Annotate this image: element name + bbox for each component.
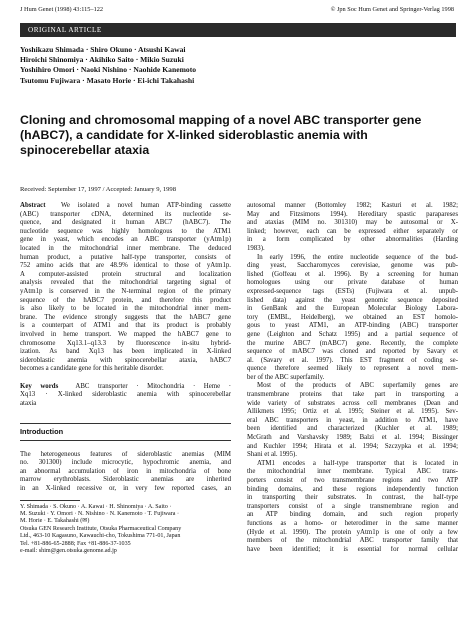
abstract-line: gene in yeast, which encodes an ABC transporter (yAtm1p) xyxy=(20,236,231,244)
body-line: lished data) against the yeast genomic sequence deposited xyxy=(247,296,458,304)
body-line: expressed-sequence tags (ESTs) (Fujiwara et al. unpub- xyxy=(247,287,458,295)
body-line: (Hyde et al. 1990). The protein yAtm1p is one of only a few xyxy=(247,528,458,536)
author-line: Hiroichi Shinomiya · Akihiko Saito · Mikio Suzuki xyxy=(20,55,184,65)
body-line: eral ABC transporters in yeast, in addition to ATM1, have xyxy=(247,416,458,424)
intro-line: no. 301300) include microcytic, hypochromic anemia, and xyxy=(20,459,231,467)
body-line: transmembrane proteins that take part in transporting a xyxy=(247,391,458,399)
title-line: (hABC7), a candidate for X-linked sideroblastic anemia with xyxy=(20,128,368,142)
body-line: homologues using our private database of human xyxy=(247,279,458,287)
body-line: gene (Leighton and Schatz 1995) and a partial sequence of xyxy=(247,330,458,338)
author-line: Tsutomu Fujiwara · Masato Horie · Ei-ichi Takahashi xyxy=(20,75,195,85)
abstract-line: brane. The evidence strongly suggests that the hABC7 gene xyxy=(20,313,231,321)
body-line: tory (EMBL, Heidelberg), we obtained an EST homolo- xyxy=(247,313,458,321)
keywords xyxy=(20,383,231,409)
intro-line: The heterogeneous features of sideroblastic anemias (MIM xyxy=(20,450,231,458)
abstract-line: (ABC) transporter cDNA, determined its nucleotide se- xyxy=(20,210,231,218)
keywords-line: ABC transporter · Mitochondria · Heme · xyxy=(75,382,231,390)
keywords-line: Xq13 · X-linked sideroblastic anemia with spinocerebellar xyxy=(20,391,231,399)
copyright-notice: © Jpn Soc Hum Genet and Springer-Verlag 1998 xyxy=(330,6,454,13)
abstract-line: becomes a candidate gene for this heritable disorder. xyxy=(20,365,164,373)
abstract-line: sideroblastic anemia with spinocerebellar ataxia, hABC7 xyxy=(20,356,231,364)
journal-citation: J Hum Genet (1998) 43:115–122 xyxy=(20,6,104,13)
section-heading-introduction: Introduction xyxy=(20,423,231,441)
body-line: transporters consist of a single transmembrane region and xyxy=(247,502,458,510)
article-title xyxy=(20,113,460,158)
abstract-line: quence, and designated it human ABC7 (hABC7). The xyxy=(20,219,231,227)
author-line: Yoshikazu Shimada · Shiro Okuno · Atsushi Kawai xyxy=(20,45,186,54)
right-column xyxy=(247,202,458,554)
keywords-line: ataxia xyxy=(20,400,37,408)
body-line: autosomal manner (Bottomley 1982; Kasturi et al. 1982; xyxy=(247,202,458,209)
body-line: functions as a homo- or heterodimer in the same manner xyxy=(247,519,458,527)
body-line: the mitochondrial inner membrane. Typical ABC trans- xyxy=(247,468,458,476)
title-line: Cloning and chromosomal mapping of a novel ABC transporter gene xyxy=(20,113,422,127)
intro-line: marrow erythroblasts. Sideroblastic anemias are inherited xyxy=(20,476,231,484)
received-dates: Received: September 17, 1997 / Accepted: January 9, 1998 xyxy=(20,186,177,193)
intro-line: an abnormal accumulation of iron in mitochondria of bone xyxy=(20,467,231,475)
left-column xyxy=(20,202,231,555)
affiliation-line: Otsuka GEN Research Institute, Otsuka Pharmaceutical Company xyxy=(20,525,182,532)
affiliation-line: M. Suzuki · Y. Omori · N. Nishino · N. Kanemoto · T. Fujiwara · xyxy=(20,511,180,518)
author-list xyxy=(20,45,440,86)
abstract-line: chromosome Xq13.1–q13.3 by fluorescence in-situ hybrid- xyxy=(20,339,231,347)
body-line: have been identified; it is essential for normal cellular xyxy=(247,545,458,553)
body-line: sequence of mABC7 was cloned and reported by Savary et xyxy=(247,348,458,356)
affiliation-line: Ltd., 463-10 Kagasuno, Kawauchi-cho, Tokushima 771-01, Japan xyxy=(20,533,181,540)
body-line: wide variety of substrates across cell membranes (Dean and xyxy=(247,399,458,407)
author-affiliation xyxy=(20,504,231,556)
abstract-line: human product, a putative half-type transporter, consists of xyxy=(20,253,231,261)
abstract-line: sequence of the hABC7 protein, and therefore this product xyxy=(20,296,231,304)
affiliation-line: Tel. +81-886-65-2888; Fax +81-886-37-1035 xyxy=(20,540,131,547)
affiliation-line: e-mail: shim@gen.otsuka.genome.ad.jp xyxy=(20,548,117,555)
body-line: Allikmets 1995; Ortiz et al. 1995; Steiner et al. 1995). Sev- xyxy=(247,408,458,416)
running-head xyxy=(20,6,454,13)
abstract-line: ization. As band Xq13 has been implicated in X-linked xyxy=(20,348,231,356)
body-line: and Kuchler 1994; Hirata et al. 1994; Szczypka et al. 1994; xyxy=(247,442,458,450)
body-line: and ataxias (MIM no. 301310) may be autosomal or X- xyxy=(247,219,458,227)
body-line: Most of the products of ABC superfamily genes are xyxy=(257,382,458,390)
body-line: May and Fitzsimons 1994). Hereditary spastic parapareses xyxy=(247,210,458,218)
abstract-line: We isolated a novel human ATP-binding cassette xyxy=(61,202,231,209)
paragraph xyxy=(247,460,458,555)
intro-line: in an X-linked recessive or, in very few reported cases, an xyxy=(20,485,231,493)
affiliation-line: M. Horie · E. Takahashi (✉) xyxy=(20,518,90,525)
body-line: ber of the ABC superfamily. xyxy=(247,373,325,381)
abstract-line: involved in heme transport. We mapped the hABC7 gene to xyxy=(20,330,231,338)
body-line: in a form complicated by other abnormalities (Harding xyxy=(247,236,458,244)
body-line: ding yeast, Saccharomyces cerevisiae, genome was pub- xyxy=(247,262,458,270)
paragraph xyxy=(247,202,458,254)
author-line: Yoshihiro Omori · Naoki Nishino · Naohide Kanemoto xyxy=(20,65,197,75)
body-line: in transporting their substrates. In contrast, the half-type xyxy=(247,494,458,502)
body-line: members of the mitochondrial ABC transporter family that xyxy=(247,537,458,545)
body-line: gous to yeast ATM1, an ATP-binding (ABC) transporter xyxy=(247,322,458,330)
affiliation-line: Y. Shimada · S. Okuno · A. Kawai · H. Shinomiya · A. Saito · xyxy=(20,503,172,510)
abstract xyxy=(20,202,231,374)
body-line: binding domains, and these regions independently function xyxy=(247,485,458,493)
abstract-line: is also likely to be located in the mitochondrial inner mem- xyxy=(20,305,231,313)
keywords-label: Key words xyxy=(20,382,59,390)
introduction-text xyxy=(20,451,231,494)
abstract-line: is a counterpart of ATM1 and that its product is probably xyxy=(20,322,231,330)
body-line: porters consist of two transmembrane regions and two ATP xyxy=(247,477,458,484)
body-line: linked; however, each can be expressed either separately or xyxy=(247,227,458,235)
body-line: In early 1996, the entire nucleotide sequence of the bud- xyxy=(257,253,458,261)
paragraph xyxy=(247,254,458,383)
body-line: in GenBank and the European Molecular Biology Labora- xyxy=(247,305,458,313)
body-line: an ATP binding domain, and such region properly xyxy=(247,511,458,519)
body-line: 1983). xyxy=(247,244,265,252)
abstract-line: analysis revealed that the mitochondrial targeting signal of xyxy=(20,279,231,287)
body-line: the murine ABC7 (mABC7) gene. Recently, the complete xyxy=(247,339,458,347)
paragraph xyxy=(247,382,458,459)
article-type-banner: ORIGINAL ARTICLE xyxy=(20,23,456,37)
body-line: been identified and characterized (Kuchler et al. 1989; xyxy=(247,425,458,433)
body-line: quence therefore seemed likely to represent a novel mem- xyxy=(247,365,458,373)
body-line: Shani et al. 1995). xyxy=(247,451,297,459)
abstract-line: 752 amino acids that are 48.9% identical to those of yAtm1p. xyxy=(20,262,231,270)
body-line: McGrath and Varshavsky 1989; Balzi et al. 1994; Bissinger xyxy=(247,434,458,442)
body-line: lished (Goffeau et al. 1996). By a screening for human xyxy=(247,270,458,278)
body-line: al. (Savary et al. 1997). This EST fragment of coding se- xyxy=(247,356,458,364)
footnote-divider xyxy=(20,500,80,501)
abstract-label: Abstract xyxy=(20,202,46,209)
abstract-line: yAtm1p is conserved in the N-terminal region of the primary xyxy=(20,287,231,295)
abstract-line: A computer-assisted protein structural and localization xyxy=(20,270,231,278)
abstract-line: nucleotide sequence was highly homologous to the ATM1 xyxy=(20,227,231,235)
abstract-line: located in the mitochondrial inner membrane. The deduced xyxy=(20,244,231,252)
body-line: ATM1 encodes a half-type transporter that is located in xyxy=(257,459,458,467)
title-line: spinocerebellar ataxia xyxy=(20,143,150,157)
